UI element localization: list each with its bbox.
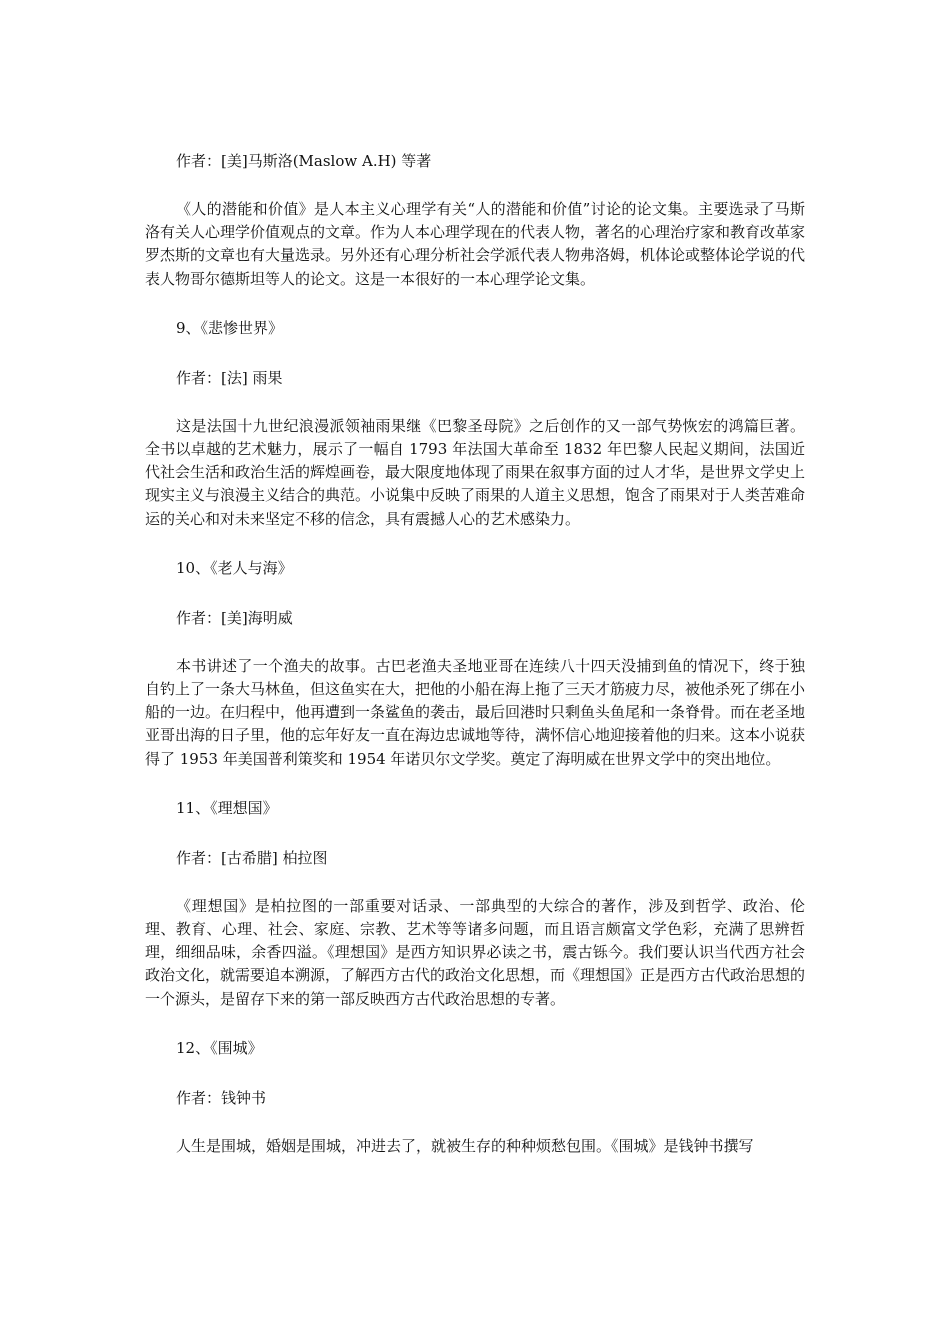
book-12-author: 作者：钱钟书 [176,1088,267,1107]
book-8-description: 《人的潜能和价值》是人本主义心理学有关“人的潜能和价值”讨论的论文集。主要选录了马斯洛有关人心理学价值观点的文章。作为人本心理学现在的代表人物，著名的心理治疗家和教育改革家罗杰斯的文章也有大量选录。另外还有心理分析社会学派代表人物弗洛姆，机体论或整体论学说的代表人物哥尔德斯坦等人的论文。这是一本很好的一本心理学论文集。 [145,200,806,288]
book-11-description: 《理想国》是柏拉图的一部重要对话录、一部典型的大综合的著作，涉及到哲学、政治、伦理、教育、心理、社会、家庭、宗教、艺术等等诸多问题，而且语言颇富文学色彩，充满了思辨哲理，细细品味，余香四溢。《理想国》是西方知识界必读之书，震古铄今。我们要认识当代西方社会政治文化，就需要追本溯源，了解西方古代的政治文化思想，而《理想国》正是西方古代政治思想的一个源头，是留存下来的第一部反映西方古代政治思想的专著。 [145,896,806,1008]
book-10-description: 本书讲述了一个渔夫的故事。古巴老渔夫圣地亚哥在连续八十四天没捕到鱼的情况下，终于独自钓上了一条大马林鱼，但这鱼实在大，把他的小船在海上拖了三天才筋疲力尽，被他杀死了绑在小船的一边。在归程中，他再遭到一条鲨鱼的袭击，最后回港时只剩鱼头鱼尾和一条脊骨。而在老圣地亚哥出海的日子里，他的忘年好友一直在海边忠诚地等待，满怀信心地迎接着他的归来。这本小说获得了 1953 年美国普利策奖和 1954 年诺贝尔文学奖。奠定了海明威在世界文学中的突出地位。 [145,656,806,768]
book-9-description: 这是法国十九世纪浪漫派领袖雨果继《巴黎圣母院》之后创作的又一部气势恢宏的鸿篇巨著。全书以卓越的艺术魅力，展示了一幅自 1793 年法国大革命至 1832 年巴黎人民起义期间，法国近代社会生活和政治生活的辉煌画卷，最大限度地体现了雨果在叙事方面的过人才华，是世界文学史上现实主义与浪漫主义结合的典范。小说集中反映了雨果的人道主义思想，饱含了雨果对于人类苦难命运的关心和对未来坚定不移的信念，具有震撼人心的艺术感染力。 [145,416,806,528]
book-8-author: 作者：[美]马斯洛(Maslow A.H) 等著 [176,152,432,170]
book-9-title: 9、《悲惨世界》 [176,318,284,337]
book-11-title: 11、《理想国》 [176,798,278,817]
book-9-author: 作者：[法] 雨果 [176,368,283,387]
book-10-title: 10、《老人与海》 [176,558,293,577]
book-10-author: 作者：[美]海明威 [176,608,293,627]
document-body [145,148,805,1158]
book-12-description: 人生是围城，婚姻是围城，冲进去了，就被生存的种种烦愁包围。《围城》是钱钟书撰写 [176,1136,754,1155]
book-11-author: 作者：[古希腊] 柏拉图 [176,848,328,867]
book-12-title: 12、《围城》 [176,1038,263,1057]
